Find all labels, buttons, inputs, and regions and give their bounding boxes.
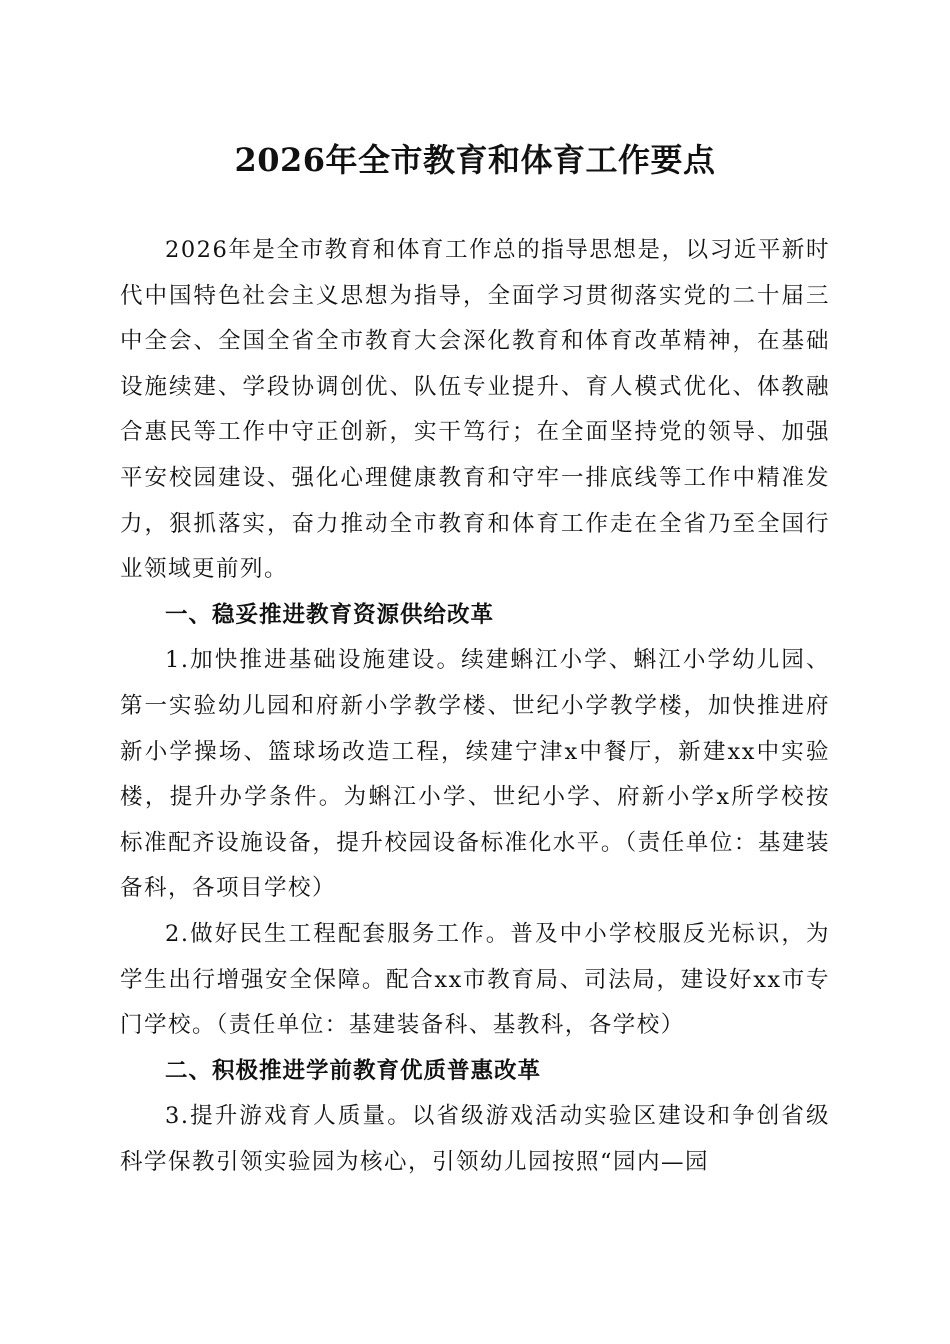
document-title: 2026年全市教育和体育工作要点	[234, 141, 716, 179]
section-heading-2: 二、积极推进学前教育优质普惠改革	[165, 1057, 542, 1084]
item-paragraph-3: 3.提升游戏育人质量。以省级游戏活动实验区建设和争创省级科学保教引领实验园为核心，引领幼儿园按照“园内—园	[120, 1103, 830, 1175]
intro-paragraph: 2026年是全市教育和体育工作总的指导思想是，以习近平新时代中国特色社会主义思想为指导，全面学习贯彻落实党的二十届三中全会、全国全省全市教育大会深化教育和体育改革精神，在基础设施续建、学段协调创优、队伍专业提升、育人模式优化、体教融合惠民等工作中守正创新，实干笃行；在全面坚持党的领导、加强平安校园建设、强化心理健康教育和守牢一排底线等工作中精准发力，狠抓落实，奋力推动全市教育和体育工作走在全省乃至全国行业领域更前列。	[120, 237, 830, 583]
item-paragraph-2: 2.做好民生工程配套服务工作。普及中小学校服反光标识，为学生出行增强安全保障。配合xx市教育局、司法局，建设好xx市专门学校。（责任单位：基建装备科、基教科，各学校）	[120, 920, 830, 1039]
section-heading-1: 一、稳妥推进教育资源供给改革	[165, 601, 495, 628]
item-paragraph-1: 1.加快推进基础设施建设。续建蝌江小学、蝌江小学幼儿园、第一实验幼儿园和府新小学教学楼、世纪小学教学楼，加快推进府新小学操场、篮球场改造工程，续建宁津x中餐厅，新建xx中实验楼，提升办学条件。为蝌江小学、世纪小学、府新小学x所学校按标准配齐设施设备，提升校园设备标准化水平。（责任单位：基建装备科，各项目学校）	[120, 647, 830, 902]
document-body	[120, 228, 830, 1185]
